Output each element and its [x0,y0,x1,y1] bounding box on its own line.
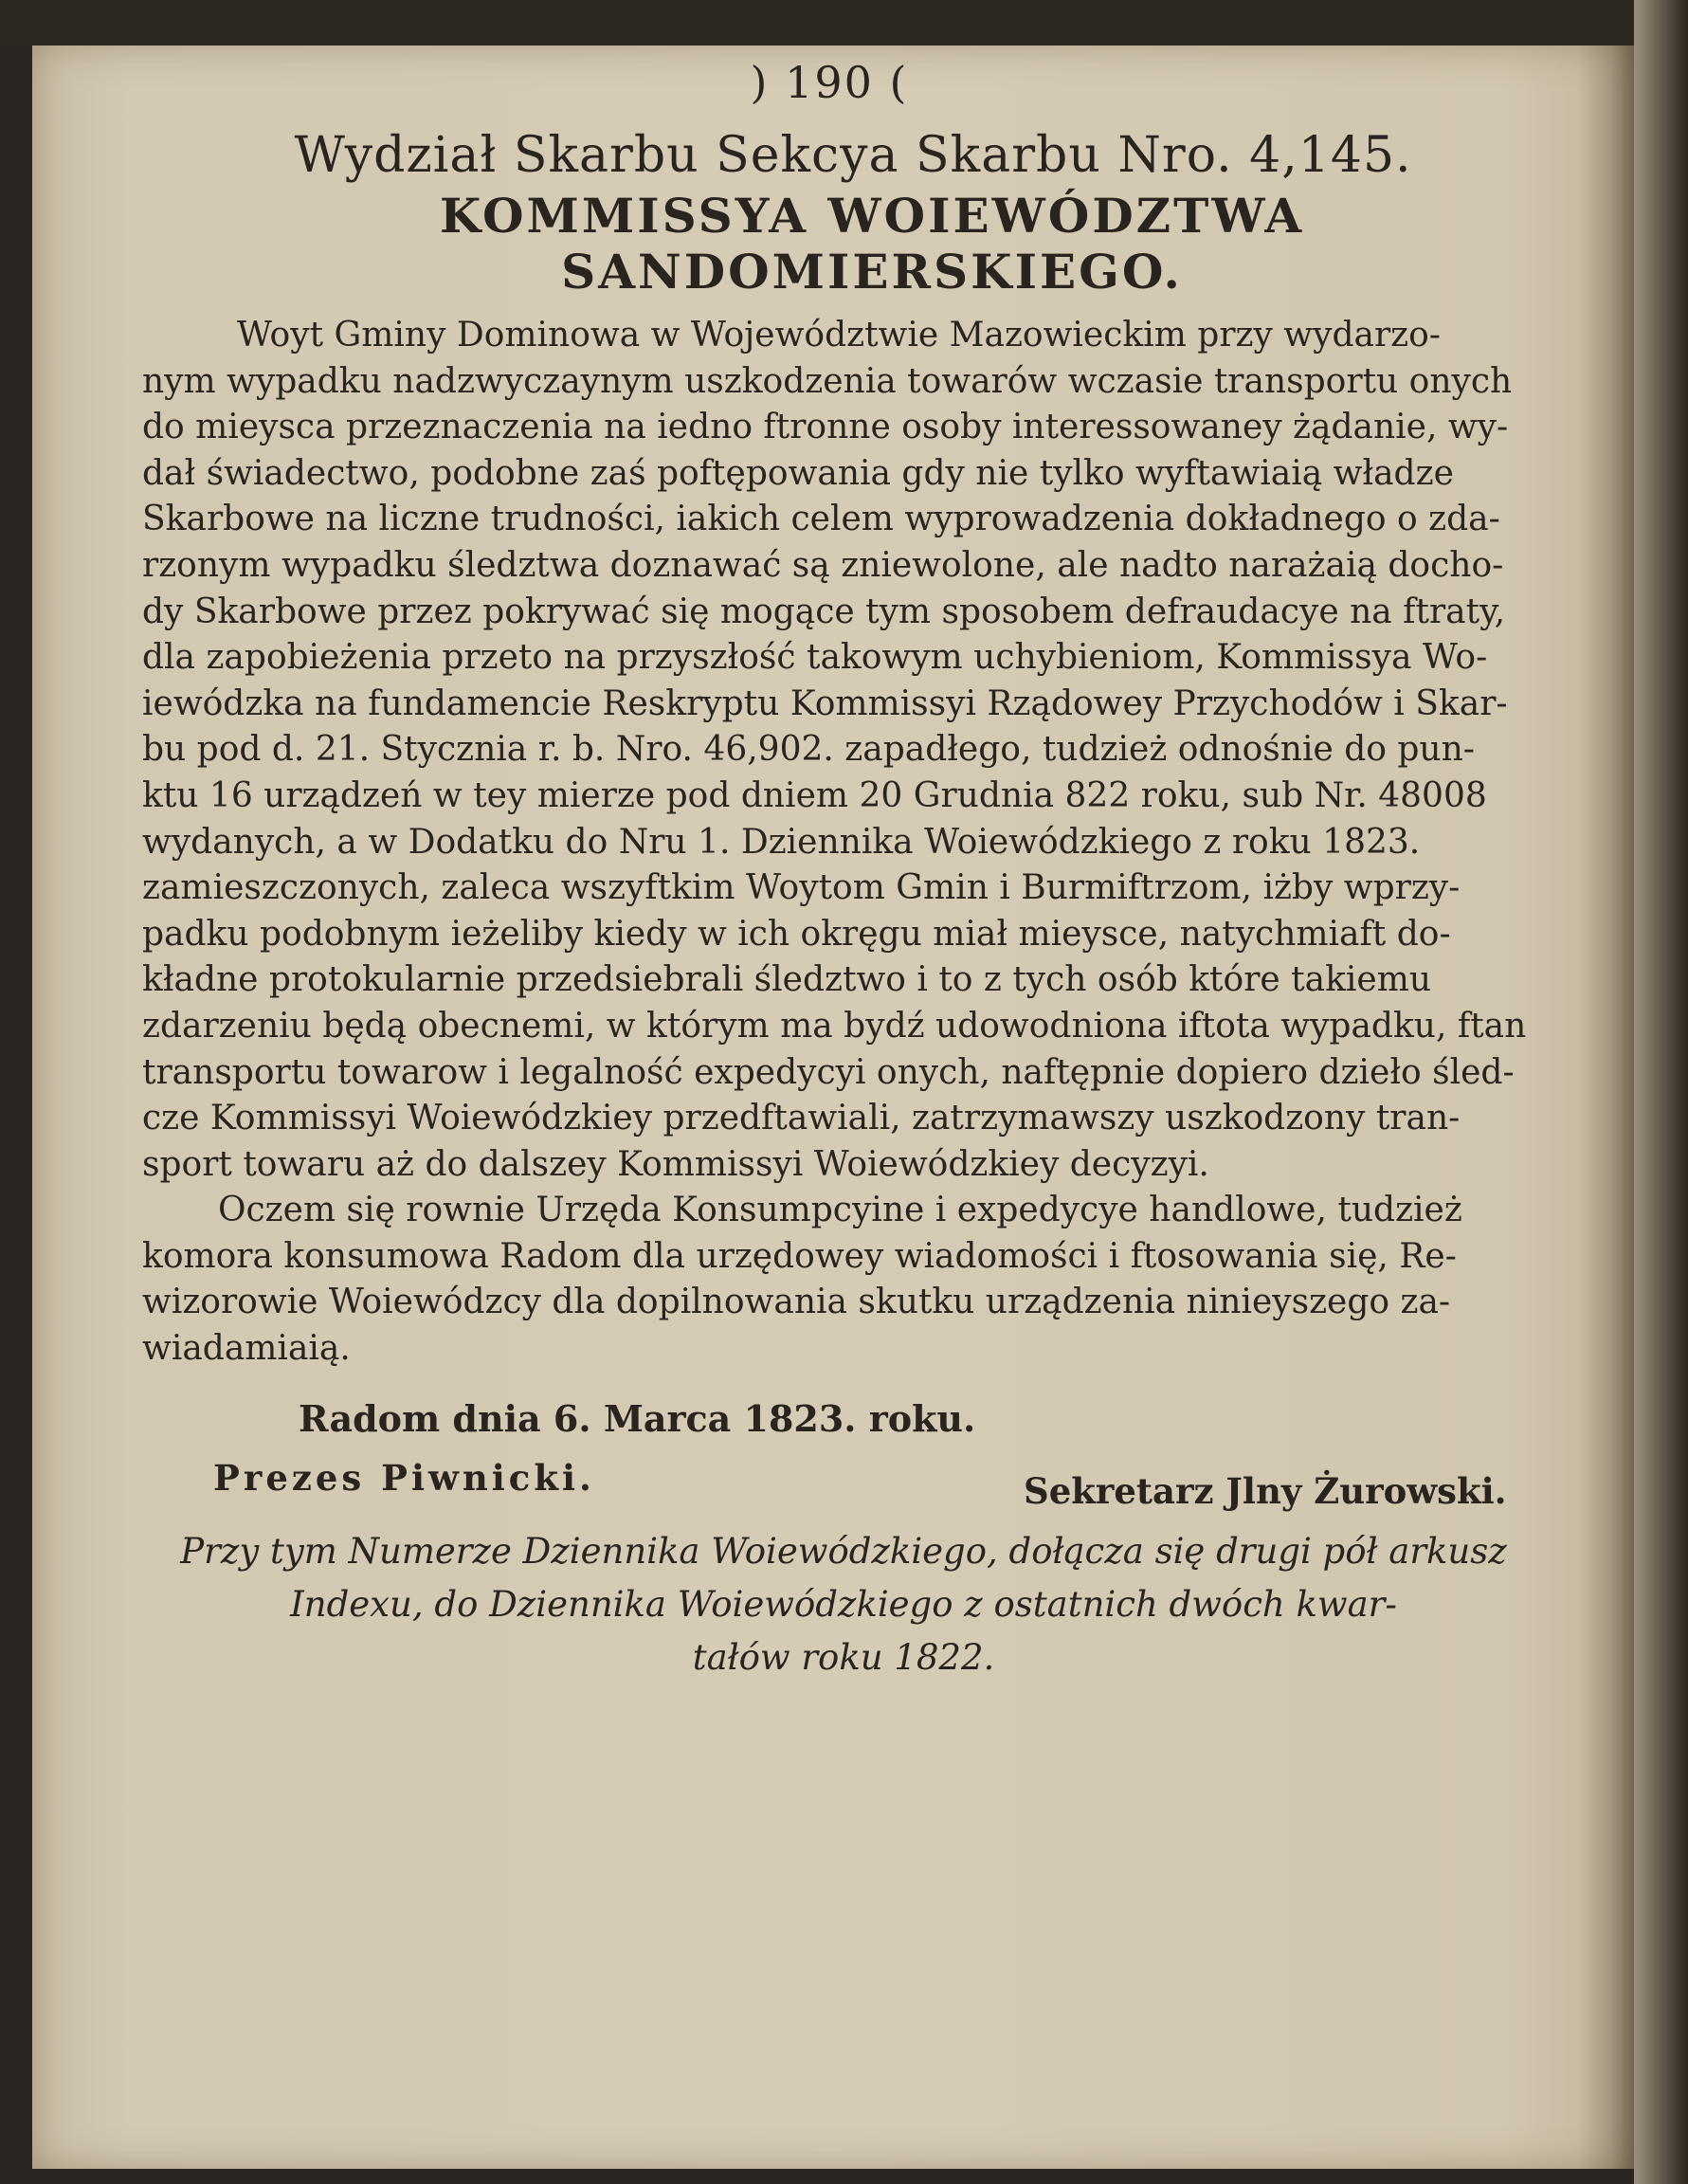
paragraph-notice [142,1188,1602,1372]
text-line-content: Woyt Gminy Dominowa w Województwie Mazowieckim przy wydarzo- [237,316,1441,355]
text-line: iewódzka na fundamencie Reskryptu Kommissyi Rządowey Przychodów i Skar- [142,683,1508,723]
text-line: padku podobnym ieżeliby kiedy w ich okręgu miał mieysce, natychmiaft do- [142,914,1451,954]
text-line: zamieszczonych, zaleca wszyftkim Woytom Gmin i Burmiftrzom, iżby wprzy- [142,868,1461,908]
top-dark-border [0,0,1688,46]
text-line: dla zapobieżenia przeto na przyszłość takowym uchybieniom, Kommissya Wo- [142,638,1488,678]
supplement-note [142,1525,1602,1684]
text-line: sport towaru aż do dalszey Kommissyi Woiewódzkiey decyzyi. [142,1144,1209,1184]
text-line: transportu towarow i legalność expedycyi onych, naftępnie dopiero dzieło śled- [142,1052,1515,1092]
text-line: dy Skarbowe przez pokrywać się mogące tym sposobem defraudacye na ftraty, [142,592,1506,631]
text-line: komora konsumowa Radom dla urzędowey wiadomości i ftosowania się, Re- [142,1236,1457,1276]
signature-secretary: Sekretarz Jlny Żurowski. [1024,1469,1507,1512]
text-line: cze Kommissyi Woiewódzkiey przedftawiali, zatrzymawszy uszkodzony tran- [142,1099,1461,1138]
text-line: wydanych, a w Dodatku do Nru 1. Dziennika Woiewódzkiego z roku 1823. [142,822,1421,862]
signature-president: Prezes Piwnicki. [213,1456,595,1499]
text-line: ktu 16 urządzeń w tey mierze pod dniem 20 Grudnia 822 roku, sub Nr. 48008 [142,775,1487,815]
text-line: zdarzeniu będą obecnemi, w którym ma bydź udowodniona iftota wypadku, ftan [142,1006,1527,1046]
text-line: rzonym wypadku śledztwa doznawać są zniewolone, ale nadto narażaią docho- [142,545,1504,585]
note-line: Przy tym Numerze Dziennika Woiewódzkiego, dołącza się drugi pół arkusz [180,1530,1507,1572]
text-line: dał świadectwo, podobne zaś poftępowania gdy nie tylko wyftawiaią władze [142,453,1454,493]
document-text-block [142,57,1602,1684]
text-line: wiadamiaią. [142,1329,351,1369]
binding-edge [1634,0,1688,2184]
signatures-row [142,1457,1602,1518]
text-line-content: Oczem się rownie Urzęda Konsumpcyine i expedycye handlowe, tudzież [218,1191,1462,1230]
text-line: bu pod d. 21. Stycznia r. b. Nro. 46,902. zapadłego, tudzież odnośnie do pun- [142,730,1475,770]
text-line: Skarbowe na liczne trudności, iakich celem wyprowadzenia dokładnego o zda- [142,500,1500,539]
text-line [142,313,1602,359]
page-number: ) 190 ( [750,57,909,108]
paragraph-main [142,313,1602,1188]
text-line [142,1188,1602,1234]
text-line: nym wypadku nadzwyczaynym uszkodzenia towarów wczasie transportu onych [142,361,1513,401]
note-line: tałów roku 1822. [692,1636,995,1678]
heading-department: Wydział Skarbu Sekcya Skarbu Nro. 4,145. [294,127,1412,184]
text-line: do mieysca przeznaczenia na iedno ftronne osoby interessowaney żądanie, wy- [142,408,1509,447]
place-and-date: Radom dnia 6. Marca 1823. roku. [299,1396,976,1440]
text-line: wizorowie Woiewódzcy dla dopilnowania skutku urządzenia ninieyszego za- [142,1283,1451,1322]
note-line: Indexu, do Dziennika Woiewódzkiego z ostatnich dwóch kwar- [290,1583,1397,1625]
text-line: kładne protokularnie przedsiebrali śledztwo i to z tych osób które takiemu [142,960,1432,1000]
heading-commission: KOMMISSYA WOIEWÓDZTWA SANDOMIERSKIEGO. [439,188,1305,300]
